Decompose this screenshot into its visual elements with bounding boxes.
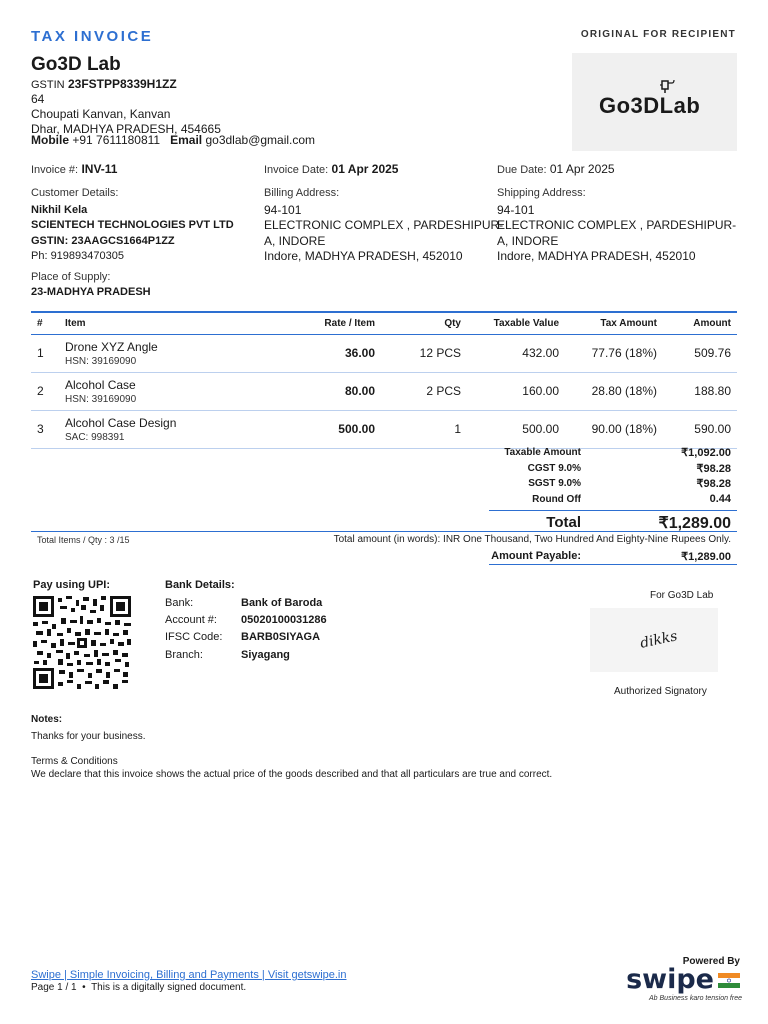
item-rate: 500.00 [239,410,381,448]
ifsc-label: IFSC Code: [165,631,223,643]
bank-name-label: Bank: [165,597,194,609]
address-line: Indore, MADHYA PRADESH, 452010 [497,249,696,263]
signature-for-label: For Go3D Lab [650,590,714,601]
bullet-separator: • [82,982,86,993]
place-of-supply-label: Place of Supply: [31,270,111,283]
address-line: A, INDORE [497,233,559,248]
sgst-value: ₹98.28 [696,478,731,490]
swipe-logo: swipe [626,964,714,995]
invoice-number [31,162,117,176]
upi-qr-code[interactable] [33,596,131,689]
item-name: Drone XYZ Angle [65,339,158,354]
cgst-value: ₹98.28 [696,463,731,475]
due-date-label: Due Date: [497,164,547,176]
notes-label: Notes: [31,714,63,725]
customer-phone: Ph: 919893470305 [31,250,124,262]
items-table [31,311,737,449]
invoice-date-value: 01 Apr 2025 [331,162,399,176]
column-header: # [31,312,59,334]
divider [489,564,737,565]
table-header-row [31,312,737,334]
signature-image [590,608,718,672]
email-value: go3dlab@gmail.com [205,133,316,147]
invoice-date [264,162,398,176]
bank-name-value: Bank of Baroda [241,597,323,609]
item-rate: 36.00 [239,334,381,372]
branch-value: Siyagang [241,649,290,661]
amount-payable-label: Amount Payable: [491,550,581,562]
qr-code-icon [33,596,131,689]
company-contact [31,133,315,147]
item-rate: 80.00 [239,372,381,410]
page-number: Page 1 / 1 [31,982,77,993]
round-off-value: 0.44 [709,493,731,505]
signature-text: dikks [638,628,679,652]
item-taxable: 160.00 [467,372,565,410]
mobile-value: +91 7611180811 [72,133,161,147]
swipe-tagline: Ab Business karo tension free [649,995,742,1002]
authorized-signatory: Authorized Signatory [614,686,707,697]
account-label: Account #: [165,614,217,626]
customer-details-label: Customer Details: [31,187,119,199]
invoice-date-label: Invoice Date: [264,164,329,176]
item-amount: 188.80 [663,372,737,410]
customer-name: Nikhil Kela [31,203,88,216]
terms-label: Terms & Conditions [31,756,118,767]
item-tax: 28.80 (18%) [565,372,663,410]
due-date [497,162,615,176]
address-line: 94-101 [264,202,302,217]
address-line: 64 [31,92,45,106]
india-flag-icon [718,973,740,988]
item-cell [59,410,239,448]
copy-label: ORIGINAL FOR RECIPIENT [580,29,736,40]
item-cell [59,372,239,410]
item-code: HSN: 39169090 [65,355,137,367]
company-name: Go3D Lab [31,54,121,75]
item-taxable: 500.00 [467,410,565,448]
billing-address [264,186,503,265]
terms-text: We declare that this invoice shows the actual price of the goods described and that all particulars are true and correct. [31,769,553,780]
gstin-label: GSTIN [31,79,65,91]
total-value: ₹1,289.00 [658,515,731,532]
address-line: ELECTRONIC COMPLEX , PARDESHIPUR- [264,218,504,232]
address-line: A, INDORE [264,233,326,248]
email-label: Email [170,133,203,147]
divider [31,531,737,532]
invoice-number-value: INV-11 [81,162,118,176]
item-qty: 2 PCS [381,372,467,410]
item-name: Alcohol Case Design [65,415,177,430]
item-name: Alcohol Case [65,377,136,392]
row-number: 1 [31,334,59,372]
company-gstin [31,77,177,91]
shipping-address-label: Shipping Address: [497,187,586,199]
bank-details-label: Bank Details: [165,579,235,591]
table-row [31,372,737,410]
round-off-label: Round Off [532,494,581,505]
shipping-address [497,186,736,265]
page-info [31,982,246,993]
address-line: Choupati Kanvan, Kanvan [31,107,171,121]
item-cell [59,334,239,372]
sgst-label: SGST 9.0% [528,478,581,489]
address-line: ELECTRONIC COMPLEX , PARDESHIPUR- [497,218,737,232]
company-logo [572,53,737,151]
table-row [31,334,737,372]
taxable-amount-label: Taxable Amount [504,447,581,458]
item-qty: 1 [381,410,467,448]
total-label: Total [546,514,581,531]
company-address [31,92,221,137]
place-of-supply: 23-MADHYA PRADESH [31,286,151,298]
item-amount: 590.00 [663,410,737,448]
amount-payable-value: ₹1,289.00 [681,551,731,563]
billing-address-label: Billing Address: [264,187,340,199]
document-title: TAX INVOICE [31,28,154,45]
invoice-number-label: Invoice #: [31,164,79,176]
address-line: Indore, MADHYA PRADESH, 452010 [264,249,463,263]
column-header: Tax Amount [565,312,663,334]
column-header: Qty [381,312,467,334]
column-header: Taxable Value [467,312,565,334]
item-tax: 90.00 (18%) [565,410,663,448]
powered-by-label: Powered By [682,956,740,967]
taxable-amount-value: ₹1,092.00 [681,447,731,459]
column-header: Amount [663,312,737,334]
column-header: Item [59,312,239,334]
total-items-qty: Total Items / Qty : 3 /15 [37,535,130,545]
row-number: 3 [31,410,59,448]
item-taxable: 432.00 [467,334,565,372]
account-value: 05020100031286 [241,614,327,626]
row-number: 2 [31,372,59,410]
customer-company: SCIENTECH TECHNOLOGIES PVT LTD [31,219,234,231]
swipe-link[interactable]: Swipe | Simple Invoicing, Billing and Payments | Visit getswipe.in [31,969,347,981]
item-code: SAC: 998391 [65,431,125,443]
customer-details [31,186,234,301]
notes-text: Thanks for your business. [31,731,146,742]
column-header: Rate / Item [239,312,381,334]
amount-in-words: Total amount (in words): INR One Thousand, Two Hundred And Eighty-Nine Rupees Only. [333,534,731,545]
customer-gstin: GSTIN: 23AAGCS1664P1ZZ [31,234,175,247]
digital-sign-note: This is a digitally signed document. [91,982,247,993]
mobile-label: Mobile [31,133,69,147]
divider [489,510,737,511]
address-line: Dhar, MADHYA PRADESH, 454665 [31,122,221,136]
due-date-value: 01 Apr 2025 [549,162,615,176]
upi-label: Pay using UPI: [33,579,111,591]
item-amount: 509.76 [663,334,737,372]
table-row [31,410,737,448]
ifsc-value: BARB0SIYAGA [241,631,321,643]
address-line: 94-101 [497,202,535,217]
item-qty: 12 PCS [381,334,467,372]
gstin-value: 23FSTPP8339H1ZZ [67,77,177,91]
cgst-label: CGST 9.0% [527,463,581,474]
item-tax: 77.76 (18%) [565,334,663,372]
logo-wordmark: Go3DLab [599,93,701,118]
branch-label: Branch: [165,649,203,661]
item-code: HSN: 39169090 [65,393,137,405]
